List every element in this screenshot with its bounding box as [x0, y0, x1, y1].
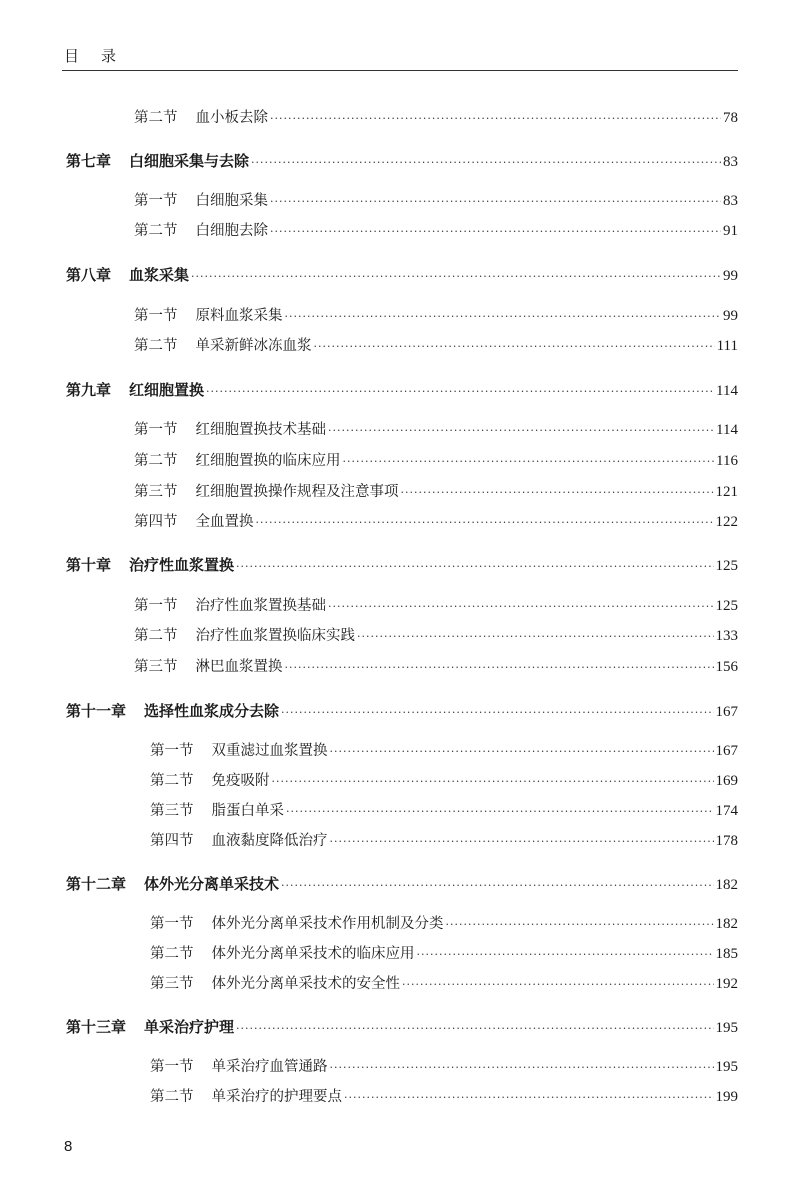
toc-section-entry[interactable]	[134, 190, 738, 212]
entry-page-number: 111	[716, 338, 738, 354]
entry-number: 第二节	[150, 1089, 194, 1105]
entry-number: 第二节	[134, 628, 178, 644]
dot-leader	[236, 556, 713, 578]
dot-leader	[446, 914, 714, 936]
entry-page-number: 195	[715, 1020, 738, 1036]
entry-page-number: 169	[715, 773, 738, 789]
entry-page-number: 121	[715, 484, 738, 500]
dot-leader	[286, 801, 714, 823]
dot-leader	[270, 191, 721, 213]
dot-leader	[344, 1087, 714, 1109]
entry-title: 全血置换	[195, 514, 254, 530]
dot-leader	[281, 702, 713, 724]
entry-number: 第二节	[150, 773, 194, 789]
toc-section-entry[interactable]	[150, 770, 738, 792]
entry-page-number: 182	[715, 877, 738, 893]
toc-section-entry[interactable]	[150, 800, 738, 822]
entry-page-number: 192	[715, 976, 738, 992]
entry-number: 第一节	[150, 916, 194, 932]
dot-leader	[417, 944, 714, 966]
dot-leader	[256, 512, 714, 534]
entry-number: 第九章	[66, 381, 112, 399]
entry-number: 第一节	[134, 308, 178, 324]
toc-section-entry[interactable]	[134, 419, 738, 441]
entry-page-number: 199	[715, 1089, 738, 1105]
entry-title: 体外光分离单采技术的安全性	[211, 976, 400, 992]
entry-title: 双重滤过血浆置换	[211, 743, 328, 759]
toc-section-entry[interactable]	[134, 625, 738, 647]
toc-section-entry[interactable]	[134, 511, 738, 533]
entry-title: 单采治疗护理	[144, 1018, 235, 1036]
entry-title: 淋巴血浆置换	[195, 659, 283, 675]
entry-page-number: 167	[715, 704, 738, 720]
entry-title: 红细胞置换	[129, 381, 205, 399]
entry-number: 第十一章	[66, 702, 127, 720]
dot-leader	[270, 221, 721, 243]
toc-section-entry[interactable]	[134, 656, 738, 678]
toc-section-entry[interactable]	[134, 335, 738, 357]
entry-number: 第四节	[150, 833, 194, 849]
entry-number: 第十三章	[66, 1018, 127, 1036]
entry-number: 第二节	[150, 946, 194, 962]
toc-section-entry[interactable]	[134, 305, 738, 327]
entry-title: 选择性血浆成分去除	[144, 702, 280, 720]
entry-page-number: 122	[715, 514, 738, 530]
entry-page-number: 182	[715, 916, 738, 932]
entry-title: 治疗性血浆置换临床实践	[195, 628, 355, 644]
dot-leader	[357, 626, 714, 648]
entry-title: 白细胞去除	[195, 223, 268, 239]
entry-number: 第八章	[66, 266, 112, 284]
entry-number: 第四节	[134, 514, 178, 530]
entry-title: 单采治疗的护理要点	[211, 1089, 342, 1105]
entry-page-number: 125	[715, 558, 738, 574]
toc-chapter-entry[interactable]	[66, 264, 738, 286]
entry-page-number: 114	[716, 383, 738, 399]
toc-section-entry[interactable]	[150, 830, 738, 852]
entry-number: 第一节	[134, 193, 178, 209]
entry-title: 体外光分离单采技术	[144, 875, 280, 893]
entry-title: 体外光分离单采技术的临床应用	[211, 946, 415, 962]
toc-section-entry[interactable]	[150, 973, 738, 995]
entry-page-number: 185	[715, 946, 738, 962]
dot-leader	[330, 1057, 714, 1079]
entry-title: 红细胞置换技术基础	[195, 422, 326, 438]
dot-leader	[314, 336, 715, 358]
entry-title: 白细胞采集与去除	[129, 152, 250, 170]
entry-title: 血液黏度降低治疗	[211, 833, 328, 849]
entry-title: 脂蛋白单采	[211, 803, 284, 819]
entry-title: 白细胞采集	[195, 193, 268, 209]
entry-number: 第三节	[134, 484, 178, 500]
entry-number: 第一节	[150, 743, 194, 759]
toc-chapter-entry[interactable]	[66, 150, 738, 172]
entry-title: 血小板去除	[195, 110, 268, 126]
entry-number: 第三节	[134, 659, 178, 675]
entry-title: 体外光分离单采技术作用机制及分类	[211, 916, 444, 932]
entry-page-number: 116	[716, 453, 738, 469]
entry-page-number: 99	[723, 308, 738, 324]
toc-section-entry[interactable]	[134, 220, 738, 242]
entry-page-number: 91	[723, 223, 738, 239]
toc-section-entry[interactable]	[134, 481, 738, 503]
entry-page-number: 99	[723, 268, 738, 284]
dot-leader	[285, 306, 722, 328]
entry-page-number: 133	[715, 628, 738, 644]
toc-section-entry[interactable]	[150, 913, 738, 935]
entry-page-number: 167	[715, 743, 738, 759]
toc-section-entry[interactable]	[150, 740, 738, 762]
entry-number: 第一节	[134, 422, 178, 438]
entry-page-number: 174	[715, 803, 738, 819]
dot-leader	[401, 482, 714, 504]
toc-section-entry[interactable]	[134, 450, 738, 472]
dot-leader	[328, 420, 714, 442]
entry-number: 第七章	[66, 152, 112, 170]
entry-number: 第一节	[150, 1059, 194, 1075]
dot-leader	[272, 771, 714, 793]
toc-chapter-entry[interactable]	[66, 700, 738, 722]
entry-title: 单采治疗血管通路	[211, 1059, 328, 1075]
entry-page-number: 125	[715, 598, 738, 614]
dot-leader	[402, 974, 714, 996]
dot-leader	[328, 596, 714, 618]
dot-leader	[191, 266, 721, 288]
dot-leader	[236, 1018, 713, 1040]
entry-page-number: 156	[715, 659, 738, 675]
toc-section-entry[interactable]	[150, 1086, 738, 1108]
entry-title: 原料血浆采集	[195, 308, 283, 324]
entry-number: 第十章	[66, 556, 112, 574]
entry-number: 第二节	[134, 338, 178, 354]
toc-chapter-entry[interactable]	[66, 379, 738, 401]
entry-number: 第二节	[134, 110, 178, 126]
toc-chapter-entry[interactable]	[66, 873, 738, 895]
toc-section-entry[interactable]	[150, 943, 738, 965]
toc-section-entry[interactable]	[134, 107, 738, 129]
entry-page-number: 178	[715, 833, 738, 849]
entry-number: 第二节	[134, 223, 178, 239]
toc-chapter-entry[interactable]	[66, 1016, 738, 1038]
page-number: 8	[64, 1138, 73, 1155]
entry-title: 治疗性血浆置换	[129, 556, 235, 574]
dot-leader	[251, 152, 721, 174]
entry-number: 第二节	[134, 453, 178, 469]
header-title: 目录	[64, 47, 139, 65]
entry-title: 单采新鲜冰冻血浆	[195, 338, 312, 354]
dot-leader	[281, 875, 713, 897]
entry-title: 免疫吸附	[211, 773, 270, 789]
entry-page-number: 114	[716, 422, 738, 438]
entry-title: 红细胞置换操作规程及注意事项	[195, 484, 399, 500]
entry-page-number: 195	[715, 1059, 738, 1075]
entry-page-number: 83	[723, 193, 738, 209]
dot-leader	[270, 108, 721, 130]
entry-page-number: 83	[723, 154, 738, 170]
entry-number: 第三节	[150, 976, 194, 992]
entry-title: 治疗性血浆置换基础	[195, 598, 326, 614]
entry-title: 血浆采集	[129, 266, 190, 284]
dot-leader	[330, 831, 714, 853]
dot-leader	[343, 451, 715, 473]
dot-leader	[206, 381, 714, 403]
toc-chapter-entry[interactable]	[66, 554, 738, 576]
entry-title: 红细胞置换的临床应用	[195, 453, 341, 469]
toc-section-entry[interactable]	[150, 1056, 738, 1078]
dot-leader	[330, 741, 714, 763]
entry-number: 第一节	[134, 598, 178, 614]
dot-leader	[285, 657, 714, 679]
toc-section-entry[interactable]	[134, 595, 738, 617]
entry-number: 第十二章	[66, 875, 127, 893]
entry-page-number: 78	[723, 110, 738, 126]
entry-number: 第三节	[150, 803, 194, 819]
